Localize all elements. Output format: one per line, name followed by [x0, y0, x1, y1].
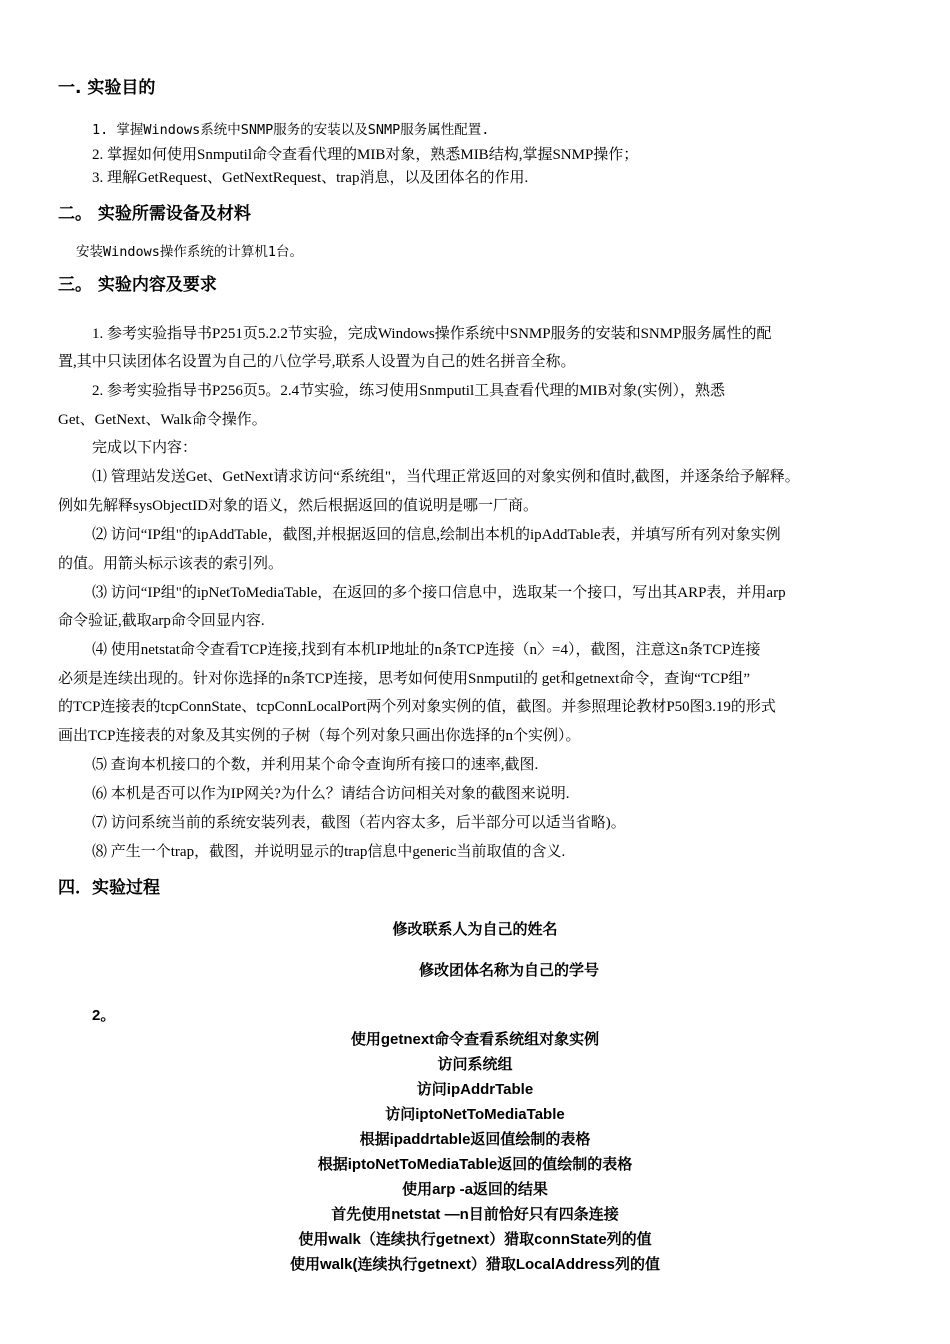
figure-caption: 修改联系人为自己的姓名 [392, 921, 558, 938]
section-2-text: 安装Windows操作系统的计算机1台。 [76, 244, 304, 260]
section-3-line: 画出TCP连接表的对象及其实例的子树（每个列对象只画出你选择的n个实例）。 [58, 728, 581, 744]
figure-caption: 使用getnext命令查看系统组对象实例 [350, 1031, 600, 1048]
section-3-line: 的TCP连接表的tcpConnState、tcpConnLocalPort两个列对象实例的值，截图。并参照理论教材P50图3.19的形式 [58, 699, 776, 715]
section-3-line: 2. 参考实验指导书P256页5。2.4节实验，练习使用Snmputil工具查看代理的MIB对象(实例），熟悉 [92, 383, 725, 399]
section-3-line: ⑻ 产生一个trap，截图，并说明显示的trap信息中generic当前取值的含义. [92, 844, 566, 860]
section-3-line: ⑴ 管理站发送Get、GetNext请求访问“系统组"，当代理正常返回的对象实例和值时,截图，并逐条给予解释。 [92, 469, 800, 485]
section-3-line: ⑹ 本机是否可以作为IP网关?为什么？请结合访问相关对象的截图来说明. [92, 786, 570, 802]
section-2-title: 二。 实验所需设备及材料 [58, 204, 251, 224]
section-3-line: 例如先解释sysObjectID对象的语义，然后根据返回的值说明是哪一厂商。 [58, 498, 538, 514]
section-3-line: ⑷ 使用netstat命令查看TCP连接,找到有本机IP地址的n条TCP连接（n〉=4），截图，注意这n条TCP连接 [92, 642, 761, 658]
figure-caption: 首先使用netstat —n目前恰好只有四条连接 [331, 1206, 619, 1223]
figure-caption: 访问iptoNetToMediaTable [385, 1106, 565, 1123]
section-3-line: 命令验证,截取arp命令回显内容. [58, 613, 265, 629]
section-3-line: 的值。用箭头标示该表的索引列。 [58, 556, 284, 572]
section-3-line: ⑵ 访问“IP组"的ipAddTable，截图,并根据返回的信息,绘制出本机的ipAddTable表，并填写所有列对象实例 [92, 527, 781, 543]
section-3-line: 必须是连续出现的。针对你选择的n条TCP连接，思考如何使用Snmputil的 get和getnext命令，查询“TCP组” [58, 671, 751, 687]
section-3-line: 置,其中只读团体名设置为自己的八位学号,联系人设置为自己的姓名拼音全称。 [58, 354, 576, 370]
section-3-line: Get、GetNext、Walk命令操作。 [58, 412, 267, 428]
figure-caption: 使用walk（连续执行getnext）猎取connState列的值 [298, 1231, 652, 1248]
figure-caption: 访问系统组 [437, 1056, 513, 1073]
figure-caption: 使用walk(连续执行getnext）猎取LocalAddress列的值 [289, 1256, 661, 1273]
figure-caption: 根据ipaddrtable返回值绘制的表格 [359, 1131, 591, 1148]
figure-caption: 修改团体名称为自己的学号 [418, 962, 599, 979]
figure-caption: 根据iptoNetToMediaTable返回的值绘制的表格 [317, 1156, 633, 1173]
figure-caption: 访问ipAddrTable [416, 1081, 534, 1098]
step-number: 2。 [92, 1007, 116, 1024]
section-4-title: 四．实验过程 [58, 878, 160, 898]
section-3-title: 三。 实验内容及要求 [58, 275, 217, 295]
section-3-line: 完成以下内容： [92, 440, 198, 456]
section-1-item-3: 3. 理解GetRequest、GetNextRequest、trap消息，以及团体名的作用. [92, 170, 529, 186]
section-3-line: ⑺ 访问系统当前的系统安装列表，截图（若内容太多，后半部分可以适当省略)。 [92, 815, 626, 831]
section-3-line: ⑸ 查询本机接口的个数，并利用某个命令查询所有接口的速率,截图. [92, 757, 539, 773]
section-1-item-2: 2. 掌握如何使用Snmputil命令查看代理的MIB对象，熟悉MIB结构,掌握SNMP操作； [92, 147, 639, 163]
section-1-item-1: 1. 掌握Windows系统中SNMP服务的安装以及SNMP服务属性配置. [92, 122, 490, 138]
section-3-line: 1. 参考实验指导书P251页5.2.2节实验，完成Windows操作系统中SNMP服务的安装和SNMP服务属性的配 [92, 326, 772, 342]
section-3-line: ⑶ 访问“IP组"的ipNetToMediaTable，在返回的多个接口信息中，选取某一个接口，写出其ARP表，并用arp [92, 585, 786, 601]
section-1-title: 一. 实验目的 [58, 78, 156, 98]
figure-caption: 使用arp -a返回的结果 [402, 1181, 548, 1198]
